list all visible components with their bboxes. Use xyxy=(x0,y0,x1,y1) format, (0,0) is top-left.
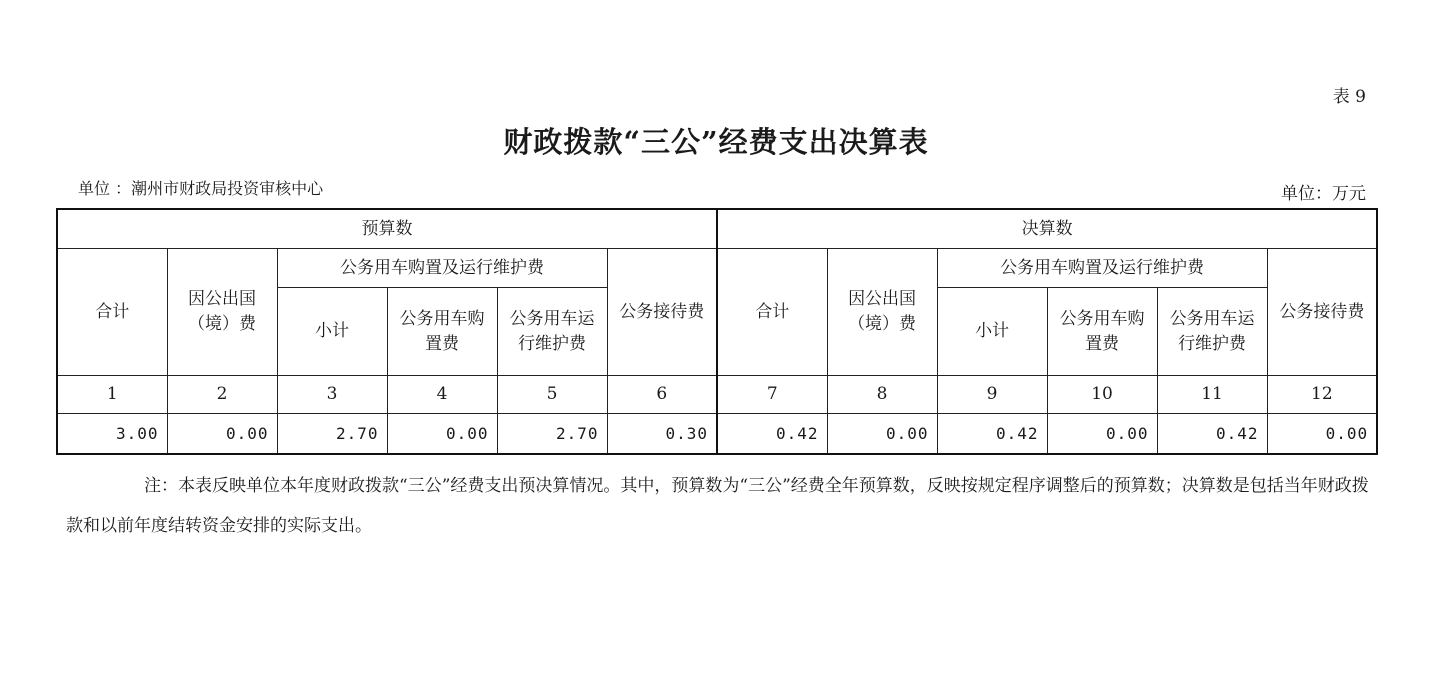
footnote: 注：本表反映单位本年度财政拨款“三公”经费支出预决算情况。其中，预算数为“三公”经费全年预算数，反映按规定程序调整后的预算数；决算数是包括当年财政拨款和以前年度结转资金安排的实际支出。 xyxy=(66,476,1369,536)
value-cell: 0.00 xyxy=(827,414,937,455)
value-cell: 0.42 xyxy=(937,414,1047,455)
final-purchase-header: 公务用车购置费 xyxy=(1047,288,1157,376)
column-number: 9 xyxy=(937,376,1047,414)
column-number: 8 xyxy=(827,376,937,414)
value-cell: 3.00 xyxy=(57,414,167,455)
final-abroad-header: 因公出国（境）费 xyxy=(827,249,937,376)
table-number: 表 9 xyxy=(1332,87,1366,107)
page-title: 财政拨款“三公”经费支出决算表 xyxy=(503,125,929,159)
column-number: 11 xyxy=(1157,376,1267,414)
column-number: 1 xyxy=(57,376,167,414)
column-number: 7 xyxy=(717,376,827,414)
value-cell: 2.70 xyxy=(497,414,607,455)
expense-table xyxy=(56,208,1378,455)
value-cell: 0.42 xyxy=(717,414,827,455)
final-total-header: 合计 xyxy=(717,249,827,376)
column-number: 5 xyxy=(497,376,607,414)
column-number: 2 xyxy=(167,376,277,414)
final-reception-header: 公务接待费 xyxy=(1267,249,1377,376)
column-number: 4 xyxy=(387,376,497,414)
budget-operation-header: 公务用车运行维护费 xyxy=(497,288,607,376)
value-cell: 0.00 xyxy=(1047,414,1157,455)
header-row xyxy=(57,249,1377,288)
budget-total-header: 合计 xyxy=(57,249,167,376)
budget-purchase-header: 公务用车购置费 xyxy=(387,288,497,376)
reporting-unit: 单位 ：潮州市财政局投资审核中心 xyxy=(78,179,324,198)
group-header-row xyxy=(57,209,1377,249)
column-number: 3 xyxy=(277,376,387,414)
value-cell: 0.00 xyxy=(387,414,497,455)
final-group-header: 决算数 xyxy=(717,209,1377,249)
final-subtotal-header: 小计 xyxy=(937,288,1047,376)
column-number: 6 xyxy=(607,376,717,414)
final-operation-header: 公务用车运行维护费 xyxy=(1157,288,1267,376)
column-number: 10 xyxy=(1047,376,1157,414)
budget-vehicle-group-header: 公务用车购置及运行维护费 xyxy=(277,249,607,288)
value-cell: 0.00 xyxy=(1267,414,1377,455)
column-number: 12 xyxy=(1267,376,1377,414)
budget-abroad-header: 因公出国（境）费 xyxy=(167,249,277,376)
value-cell: 2.70 xyxy=(277,414,387,455)
budget-reception-header: 公务接待费 xyxy=(607,249,717,376)
value-cell: 0.42 xyxy=(1157,414,1267,455)
budget-group-header: 预算数 xyxy=(57,209,717,249)
final-vehicle-group-header: 公务用车购置及运行维护费 xyxy=(937,249,1267,288)
value-cell: 0.00 xyxy=(167,414,277,455)
budget-subtotal-header: 小计 xyxy=(277,288,387,376)
value-row xyxy=(57,414,1377,455)
value-cell: 0.30 xyxy=(607,414,717,455)
column-number-row xyxy=(57,376,1377,414)
currency-unit: 单位：万元 xyxy=(1281,184,1366,204)
